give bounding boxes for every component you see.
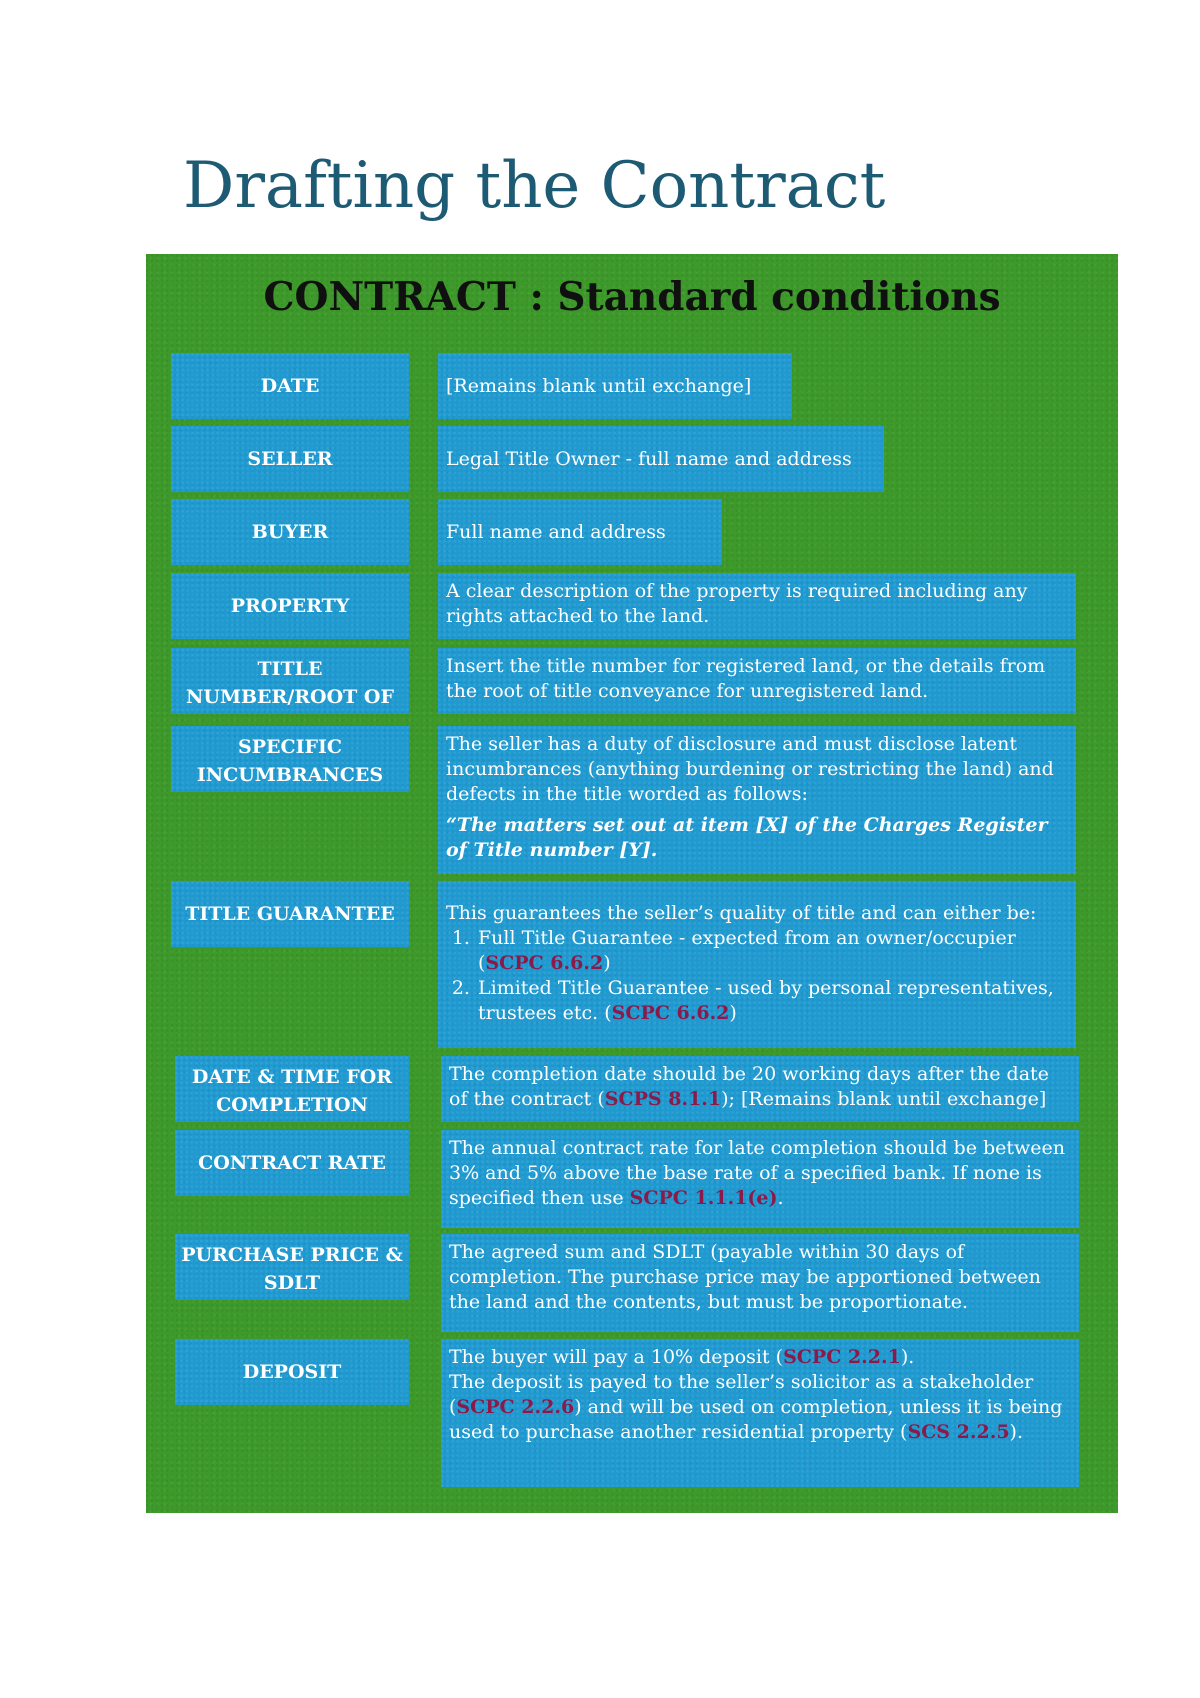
completion-label: DATE & TIME FOR COMPLETION bbox=[175, 1056, 409, 1122]
title-guarantee-list bbox=[446, 926, 1068, 1026]
contract-rate-value: The annual contract rate for late completion should be between 3% and 5% above the base rate of a specified bank. If none is specified then use SCPC 1.1.1(e). bbox=[441, 1130, 1079, 1228]
buyer-label: BUYER bbox=[171, 499, 409, 565]
scpc-reference: SCPC 6.6.2 bbox=[485, 952, 604, 974]
title-guarantee-label: TITLE GUARANTEE bbox=[171, 881, 409, 947]
contract-panel bbox=[146, 254, 1118, 1513]
buyer-value: Full name and address bbox=[438, 499, 722, 565]
incumbrances-quote: “The matters set out at item [X] of the Charges Register of Title number [Y]. bbox=[446, 814, 1048, 861]
contract-rate-label: CONTRACT RATE bbox=[175, 1130, 409, 1196]
purchase-price-value: The agreed sum and SDLT (payable within 30 days of completion. The purchase price may be apportioned between the land and the contents, but must be proportionate. bbox=[441, 1234, 1079, 1332]
list-item: 2. Limited Title Guarantee - used by personal representatives, trustees etc. (SCPC 6.6.2) bbox=[476, 976, 1068, 1026]
title-guarantee-value bbox=[438, 881, 1076, 1048]
scpc-reference: SCPC 6.6.2 bbox=[611, 1002, 730, 1024]
seller-label: SELLER bbox=[171, 426, 409, 492]
date-value: [Remains blank until exchange] bbox=[438, 353, 792, 419]
title-number-value: Insert the title number for registered land, or the details from the root of title conveyance for unregistered land. bbox=[438, 648, 1076, 714]
scs-reference: SCS 2.2.5 bbox=[907, 1421, 1010, 1443]
scpc-reference: SCPC 2.2.1 bbox=[783, 1346, 901, 1368]
scpc-reference: SCPC 1.1.1(e) bbox=[629, 1187, 778, 1209]
deposit-value bbox=[441, 1339, 1079, 1487]
purchase-price-label: PURCHASE PRICE & SDLT bbox=[175, 1234, 409, 1300]
seller-value: Legal Title Owner - full name and address bbox=[438, 426, 884, 492]
scpc-reference: SCPC 2.2.6 bbox=[456, 1396, 575, 1418]
page-title: Drafting the Contract bbox=[183, 149, 886, 223]
list-item: 1. Full Title Guarantee - expected from an owner/occupier (SCPC 6.6.2) bbox=[476, 926, 1068, 976]
scps-reference: SCPS 8.1.1 bbox=[604, 1088, 722, 1110]
title-number-label: TITLE NUMBER/ROOT OF bbox=[171, 648, 409, 714]
title-guarantee-intro: This guarantees the seller’s quality of title and can either be: bbox=[446, 902, 1037, 924]
incumbrances-text: The seller has a duty of disclosure and must disclose latent incumbrances (anything burdening or restricting the land) and defects in the title worded as follows: bbox=[446, 733, 1054, 805]
panel-heading: CONTRACT : Standard conditions bbox=[263, 274, 1001, 320]
deposit-label: DEPOSIT bbox=[175, 1339, 409, 1405]
date-label: DATE bbox=[171, 353, 409, 419]
completion-value: The completion date should be 20 working days after the date of the contract (SCPS 8.1.1); [Remains blank until exchange] bbox=[441, 1056, 1079, 1122]
property-value: A clear description of the property is required including any rights attached to the land. bbox=[438, 573, 1076, 639]
property-label: PROPERTY bbox=[171, 573, 409, 639]
incumbrances-label: SPECIFIC INCUMBRANCES bbox=[171, 726, 409, 792]
deposit-line-1: The buyer will pay a 10% deposit (SCPC 2.2.1). bbox=[449, 1346, 915, 1368]
deposit-line-2: The deposit is payed to the seller’s solicitor as a stakeholder (SCPC 2.2.6) and will be used on completion, unless it is being used to purchase another residential property (SCS 2.2.5). bbox=[449, 1371, 1063, 1443]
incumbrances-value bbox=[438, 726, 1076, 874]
